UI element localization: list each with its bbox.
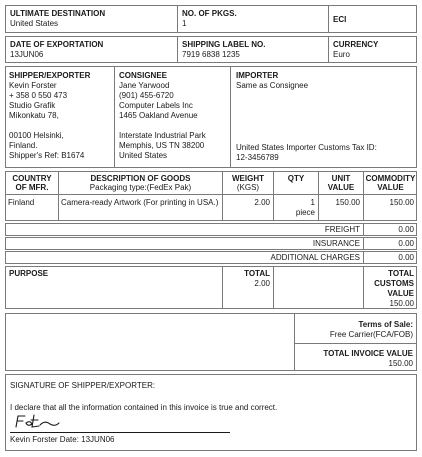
shipper-line: Mikonkatu 78,: [9, 111, 59, 120]
shipper-line: Shipper's Ref: B1674: [9, 151, 85, 160]
insurance-label: INSURANCE: [312, 239, 360, 248]
no-of-pkgs-value: 1: [182, 19, 187, 28]
ultimate-destination-label: ULTIMATE DESTINATION: [10, 9, 106, 18]
freight-label: FREIGHT: [324, 225, 360, 234]
col-country-header: OF MFR.: [15, 183, 49, 192]
col-description-header: DESCRIPTION OF GOODS: [90, 174, 191, 183]
col-unit-subheader: VALUE: [327, 183, 355, 192]
additional-charges-label: ADDITIONAL CHARGES: [270, 253, 360, 262]
eci-label: ECI: [333, 15, 347, 24]
col-weight-header: WEIGHT: [232, 174, 264, 183]
consignee-line: Jane Yarwood: [119, 81, 170, 90]
shipper-line: Finland.: [9, 141, 38, 150]
col-commodity-subheader: VALUE: [377, 183, 404, 192]
purpose-totals-block: [5, 266, 417, 309]
col-qty-header: QTY: [287, 174, 305, 183]
currency-label: CURRENCY: [333, 40, 379, 49]
additional-charges-value: 0.00: [398, 253, 414, 262]
shipper-line: Kevin Forster: [9, 81, 57, 90]
date-of-exportation-value: 13JUN06: [10, 50, 44, 59]
col-unit-header: UNIT: [331, 174, 351, 183]
consignee-line: United States: [119, 151, 168, 160]
importer-tax-label: United States Importer Customs Tax ID:: [236, 143, 377, 152]
insurance-value: 0.00: [398, 239, 414, 248]
row-qty: 1: [310, 198, 315, 207]
shipper-line: 00100 Helsinki,: [9, 131, 64, 140]
date-of-exportation-label: DATE OF EXPORTATION: [10, 40, 104, 49]
consignee-line: 1465 Oakland Avenue: [119, 111, 198, 120]
terms-of-sale-value: Free Carrier(FCA/FOB): [329, 330, 413, 339]
total-invoice-value: 150.00: [388, 359, 413, 368]
shipper-line: + 358 0 550 473: [9, 91, 68, 100]
terms-of-sale-label: Terms of Sale:: [358, 320, 413, 329]
row-unit-value: 150.00: [335, 198, 360, 207]
row-weight: 2.00: [254, 198, 270, 207]
purpose-label: PURPOSE: [9, 269, 49, 278]
row-qty-unit: piece: [295, 208, 315, 217]
consignee-line: Interstate Industrial Park: [119, 131, 206, 140]
importer-label: IMPORTER: [236, 71, 279, 80]
handwritten-signature: [12, 411, 62, 433]
declaration-text: I declare that all the information contained in this invoice is true and correct.: [10, 403, 278, 412]
total-customs-label: CUSTOMS: [374, 279, 414, 288]
importer-tax-value: 12-3456789: [236, 153, 279, 162]
shipper-label: SHIPPER/EXPORTER: [9, 71, 91, 80]
total-customs-value: 150.00: [389, 299, 414, 308]
shipping-label-value: 7919 6838 1235: [182, 50, 240, 59]
currency-value: Euro: [333, 50, 350, 59]
importer-same-as: Same as Consignee: [236, 81, 309, 90]
row-description: Camera-ready Artwork (For printing in USA.): [61, 198, 219, 207]
row-country: Finland: [8, 198, 35, 207]
col-country-header: COUNTRY: [12, 174, 52, 183]
consignee-label: CONSIGNEE: [119, 71, 168, 80]
consignee-line: Computer Labels Inc: [119, 101, 193, 110]
shipping-label-label: SHIPPING LABEL NO.: [182, 40, 266, 49]
shipper-line: Studio Grafik: [9, 101, 56, 110]
total-customs-label: TOTAL: [388, 269, 414, 278]
no-of-pkgs-label: NO. OF PKGS.: [182, 9, 237, 18]
ultimate-destination-value: United States: [10, 19, 59, 28]
row-commodity-value: 150.00: [389, 198, 414, 207]
total-invoice-value-label: TOTAL INVOICE VALUE: [323, 349, 413, 358]
consignee-line: (901) 455-6720: [119, 91, 174, 100]
total-weight-label: TOTAL: [244, 269, 270, 278]
col-commodity-header: COMMODITY: [365, 174, 416, 183]
col-weight-subheader: (KGS): [236, 183, 260, 192]
consignee-line: Memphis, US TN 38200: [119, 141, 205, 150]
signature-label: SIGNATURE OF SHIPPER/EXPORTER:: [10, 381, 156, 390]
col-description-subheader: Packaging type:(FedEx Pak): [89, 183, 192, 192]
freight-value: 0.00: [398, 225, 414, 234]
signed-by: Kevin Forster Date: 13JUN06: [10, 435, 115, 444]
total-customs-label: VALUE: [387, 289, 414, 298]
total-weight-value: 2.00: [254, 279, 270, 288]
